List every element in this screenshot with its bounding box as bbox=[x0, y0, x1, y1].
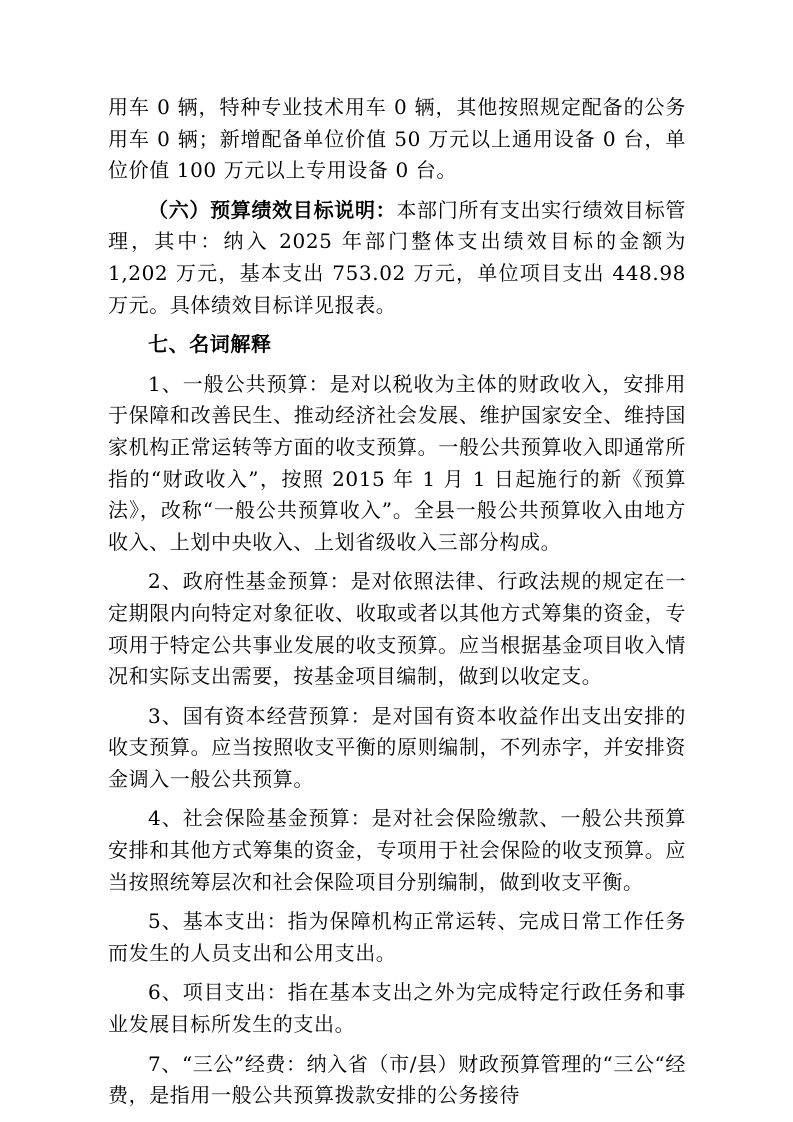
term-project-expenditure: 6、项目支出：指在基本支出之外为完成特定行政任务和事业发展目标所发生的支出。 bbox=[108, 980, 686, 1037]
term-state-capital-budget: 3、国有资本经营预算：是对国有资本收益作出支出安排的收支预算。应当按照收支平衡的原则编制，不列赤字，并安排资金调入一般公共预算。 bbox=[108, 703, 686, 791]
term-basic-expenditure: 5、基本支出：指为保障机构正常运转、完成日常工作任务而发生的人员支出和公用支出。 bbox=[108, 909, 686, 965]
paragraph-vehicles: 用车 0 辆，特种专业技术用车 0 辆，其他按照规定配备的公务用车 0 辆；新增配备单位价值 50 万元以上通用设备 0 台，单位价值 100 万元以上专用设备 0 台。 bbox=[108, 95, 686, 183]
paragraph-performance-goals bbox=[108, 195, 686, 321]
term-social-insurance-budget: 4、社会保险基金预算：是对社会保险缴款、一般公共预算安排和其他方式筹集的资金，专项用于社会保险的收支预算。应当按照统筹层次和社会保险项目分别编制，做到收支平衡。 bbox=[108, 806, 686, 894]
section-title-glossary: 七、名词解释 bbox=[148, 332, 272, 357]
term-general-public-budget: 1、一般公共预算：是对以税收为主体的财政收入，安排用于保障和改善民生、推动经济社会发展、维护国家安全、维持国家机构正常运转等方面的收支预算。一般公共预算收入即通常所指的“财政收入”，按照 2015 年 1 月 1 日起施行的新《预算法》，改称“一般公共预算收入”。全县一般公共预算收入由地方收入、上划中央收入、上划省级收入三部分构成。 bbox=[108, 371, 686, 554]
term-government-fund-budget: 2、政府性基金预算：是对依照法律、行政法规的规定在一定期限内向特定对象征收、收取或者以其他方式筹集的资金，专项用于特定公共事业发展的收支预算。应当根据基金项目收入情况和实际支出需要，按基金项目编制，做到以收定支。 bbox=[108, 569, 686, 689]
term-three-public-expenses: 7、“三公”经费：纳入省（市/县）财政预算管理的“三公“经费，是指用一般公共预算拨款安排的公务接待 bbox=[108, 1051, 686, 1108]
performance-goals-heading: （六）预算绩效目标说明： bbox=[148, 197, 397, 222]
document-page bbox=[108, 92, 686, 1120]
performance-goals-body: 本部门所有支出实行绩效目标管理，其中：纳入 2025 年部门整体支出绩效目标的金额为 1,202 万元，基本支出 753.02 万元，单位项目支出 448.98 万元。具体绩效目标详见报表。 bbox=[108, 197, 687, 317]
